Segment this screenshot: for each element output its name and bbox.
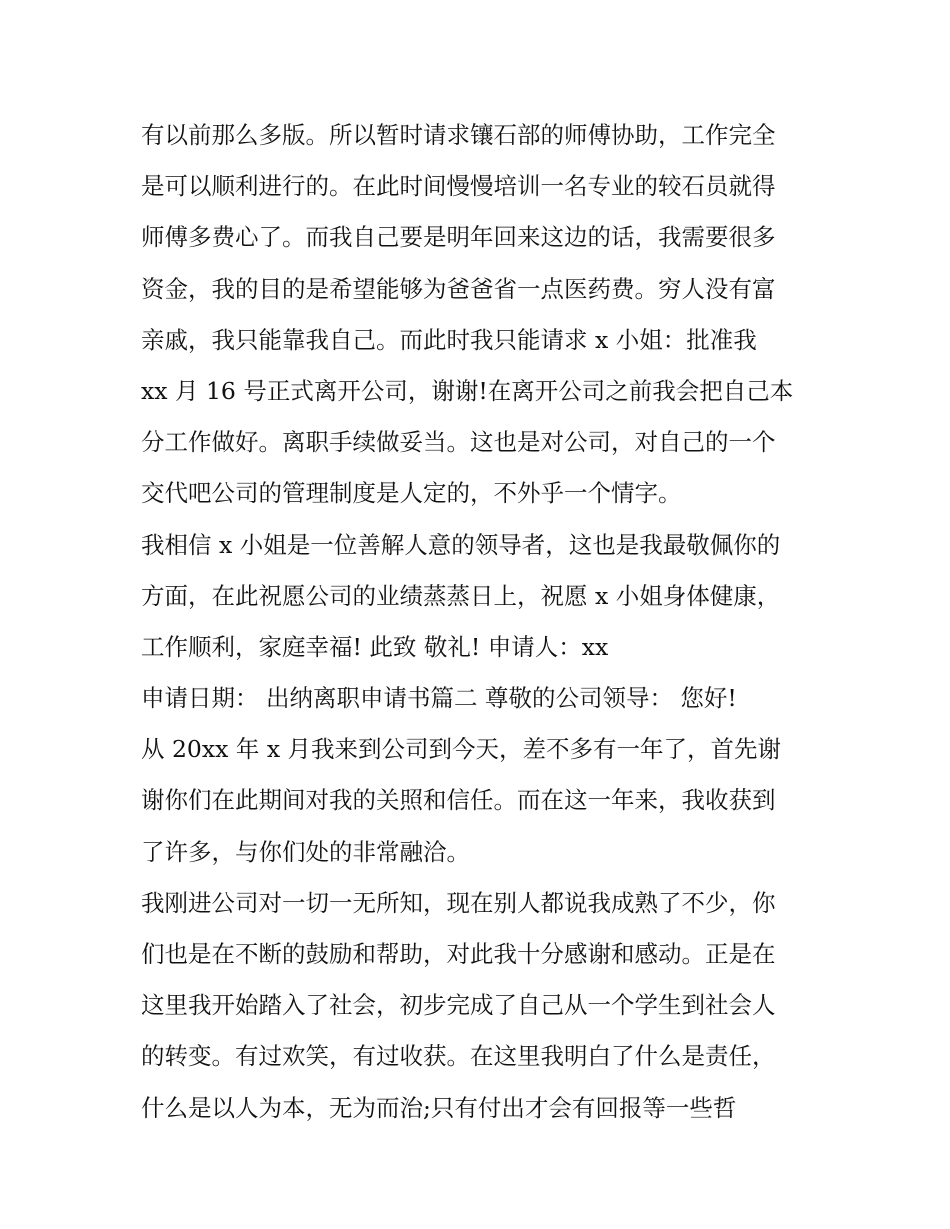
text-line: 交代吧公司的管理制度是人定的，不外乎一个情字。 xyxy=(141,479,682,508)
text-line: 有以前那么多版。所以暂时请求镶石部的师傅协助，工作完全 xyxy=(141,121,776,149)
text-line: 的转变。有过欢笑，有过收获。在这里我明白了什么是责任， xyxy=(141,1042,776,1071)
text-line: 分工作做好。离职手续做妥当。这也是对公司，对自己的一个 xyxy=(141,428,776,457)
text-line: 从 20xx 年 x 月我来到公司到今天，差不多有一年了，首先谢 xyxy=(141,735,782,764)
text-line: 谢你们在此期间对我的关照和信任。而在这一年来，我收获到 xyxy=(141,786,776,815)
text-line: 们也是在不断的鼓励和帮助，对此我十分感谢和感动。正是在 xyxy=(141,940,776,968)
text-line: xx 月 16 号正式离开公司，谢谢!在离开公司之前我会把自己本 xyxy=(141,376,794,405)
text-line: 我刚进公司对一切一无所知，现在别人都说我成熟了不少，你 xyxy=(141,888,776,917)
text-line: 方面，在此祝愿公司的业绩蒸蒸日上，祝愿 x 小姐身体健康， xyxy=(141,581,781,610)
text-line: 亲戚，我只能靠我自己。而此时我只能请求 x 小姐：批准我 xyxy=(141,325,757,354)
text-line: 工作顺利，家庭幸福! 此致 敬礼! 申请人：xx xyxy=(141,632,609,661)
text-line: 师傅多费心了。而我自己要是明年回来这边的话，我需要很多 xyxy=(141,223,776,252)
text-line: 了许多，与你们处的非常融洽。 xyxy=(141,837,470,866)
text-line: 申请日期： 出纳离职申请书篇二 尊敬的公司领导： 您好! xyxy=(141,684,737,713)
text-line: 什么是以人为本，无为而治;只有付出才会有回报等一些哲 xyxy=(141,1093,737,1122)
text-line: 是可以顺利进行的。在此时间慢慢培训一名专业的较石员就得 xyxy=(141,172,776,201)
text-line: 我相信 x 小姐是一位善解人意的领导者，这也是我最敬佩你的 xyxy=(141,530,781,559)
text-line: 这里我开始踏入了社会，初步完成了自己从一个学生到社会人 xyxy=(141,991,776,1020)
document-body xyxy=(141,110,821,1134)
text-line: 资金，我的目的是希望能够为爸爸省一点医药费。穷人没有富 xyxy=(141,274,776,303)
